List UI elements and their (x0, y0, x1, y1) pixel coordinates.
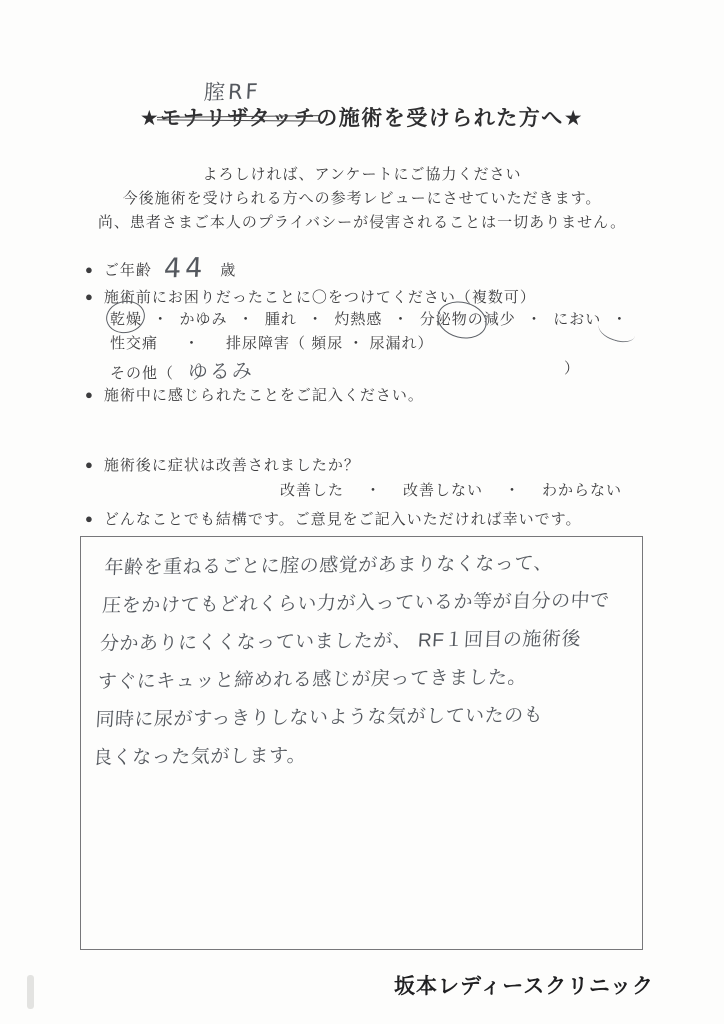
separator-dot: ・ (152, 311, 169, 328)
intro-paragraph (0, 163, 724, 235)
separator-dot: ・ (184, 335, 201, 352)
question-age (85, 251, 237, 285)
choice-improved: 改善した (280, 482, 345, 499)
comment-line-2: 圧をかけてもどれくらい力が入っているか等が自分の中で (101, 590, 611, 617)
scan-smudge-artifact (27, 975, 34, 1009)
option-itching: かゆみ (179, 311, 228, 328)
bullet-icon: ● (85, 387, 94, 402)
bullet-icon: ● (85, 457, 94, 472)
comment-line-3: 分かありにくくなっていましたが、 RF１回目の施術後 (99, 628, 582, 655)
bullet-icon: ● (85, 289, 94, 304)
separator-dot: ・ (504, 482, 521, 499)
other-handwritten-value: ゆるみ (187, 358, 255, 384)
handwritten-correction-text: 腟RF (203, 79, 262, 105)
after-treatment-label: 施術後に症状は改善されましたか？ (103, 457, 360, 474)
handwritten-comment (92, 544, 637, 778)
during-treatment-label: 施術中に感じられたことをご記入ください。 (103, 387, 424, 404)
option-swelling: 腫れ (264, 311, 297, 328)
question-during-treatment (85, 384, 424, 405)
intro-line-1: よろしければ、アンケートにご協力ください (202, 166, 522, 183)
separator-dot: ・ (238, 311, 255, 328)
symptom-option-other-row (110, 355, 580, 384)
clinic-name: 坂本レディースクリニック (393, 975, 654, 998)
age-handwritten-value: 44 (163, 252, 208, 285)
separator-dot: ・ (393, 311, 410, 328)
separator-dot: ・ (365, 482, 382, 499)
choice-not-improved: 改善しない (402, 482, 483, 499)
symptom-options-row-2 (110, 332, 434, 353)
option-discharge-decrease: 分泌物の減少 (419, 311, 516, 328)
stray-pen-mark (596, 315, 639, 347)
page-title (0, 102, 724, 132)
bullet-icon: ● (85, 511, 94, 526)
age-unit: 歳 (220, 262, 237, 279)
question-free-comments (85, 508, 581, 529)
title-rest-text: の施術を受けられた方へ★ (316, 107, 585, 130)
option-urination-disorder: 排尿障害（ 頻尿 ・ 尿漏れ） (226, 335, 434, 352)
age-label: ご年齢 (103, 262, 152, 279)
comment-line-5: 同時に尿がすっきりしないような気がしていたのも (94, 705, 544, 731)
option-pain-intercourse: 性交痛 (110, 335, 159, 352)
comment-box (80, 536, 643, 950)
separator-dot: ・ (526, 311, 543, 328)
other-close-paren: ） (563, 360, 580, 377)
after-treatment-choices (280, 479, 622, 500)
choice-unsure: わからない (541, 482, 622, 499)
comment-line-6: 良くなった気がします。 (92, 745, 307, 769)
separator-dot: ・ (307, 311, 324, 328)
other-open-label: その他（ (110, 365, 175, 382)
free-comments-label: どんなことでも結構です。ご意見をご記入いただければ幸いです。 (103, 511, 582, 528)
comment-line-1: 年齢を重ねるごとに腟の感覚があまりなくなって、 (103, 553, 554, 579)
symptom-options-row-1 (110, 308, 628, 329)
intro-line-2: 今後施術を受けられる方への参考レビューにさせていただきます。 (122, 190, 602, 207)
title-star-prefix: ★ (139, 107, 161, 130)
comment-line-4: すぐにキュッと締めれる感じが戻ってきました。 (97, 667, 528, 693)
title-struck-text: モナリザタッチ (160, 102, 316, 132)
option-odor: におい (553, 311, 602, 328)
option-dryness: 乾燥 (110, 311, 143, 328)
question-after-treatment (85, 454, 360, 475)
pre-treatment-label: 施術前にお困りだったことに〇をつけてください（複数可） (103, 289, 536, 306)
intro-line-3: 尚、患者さまご本人のプライバシーが侵害されることは一切ありません。 (97, 214, 627, 231)
option-burning: 灼熱感 (334, 311, 383, 328)
separator-dot: ・ (611, 311, 628, 328)
bullet-icon: ● (85, 262, 94, 277)
